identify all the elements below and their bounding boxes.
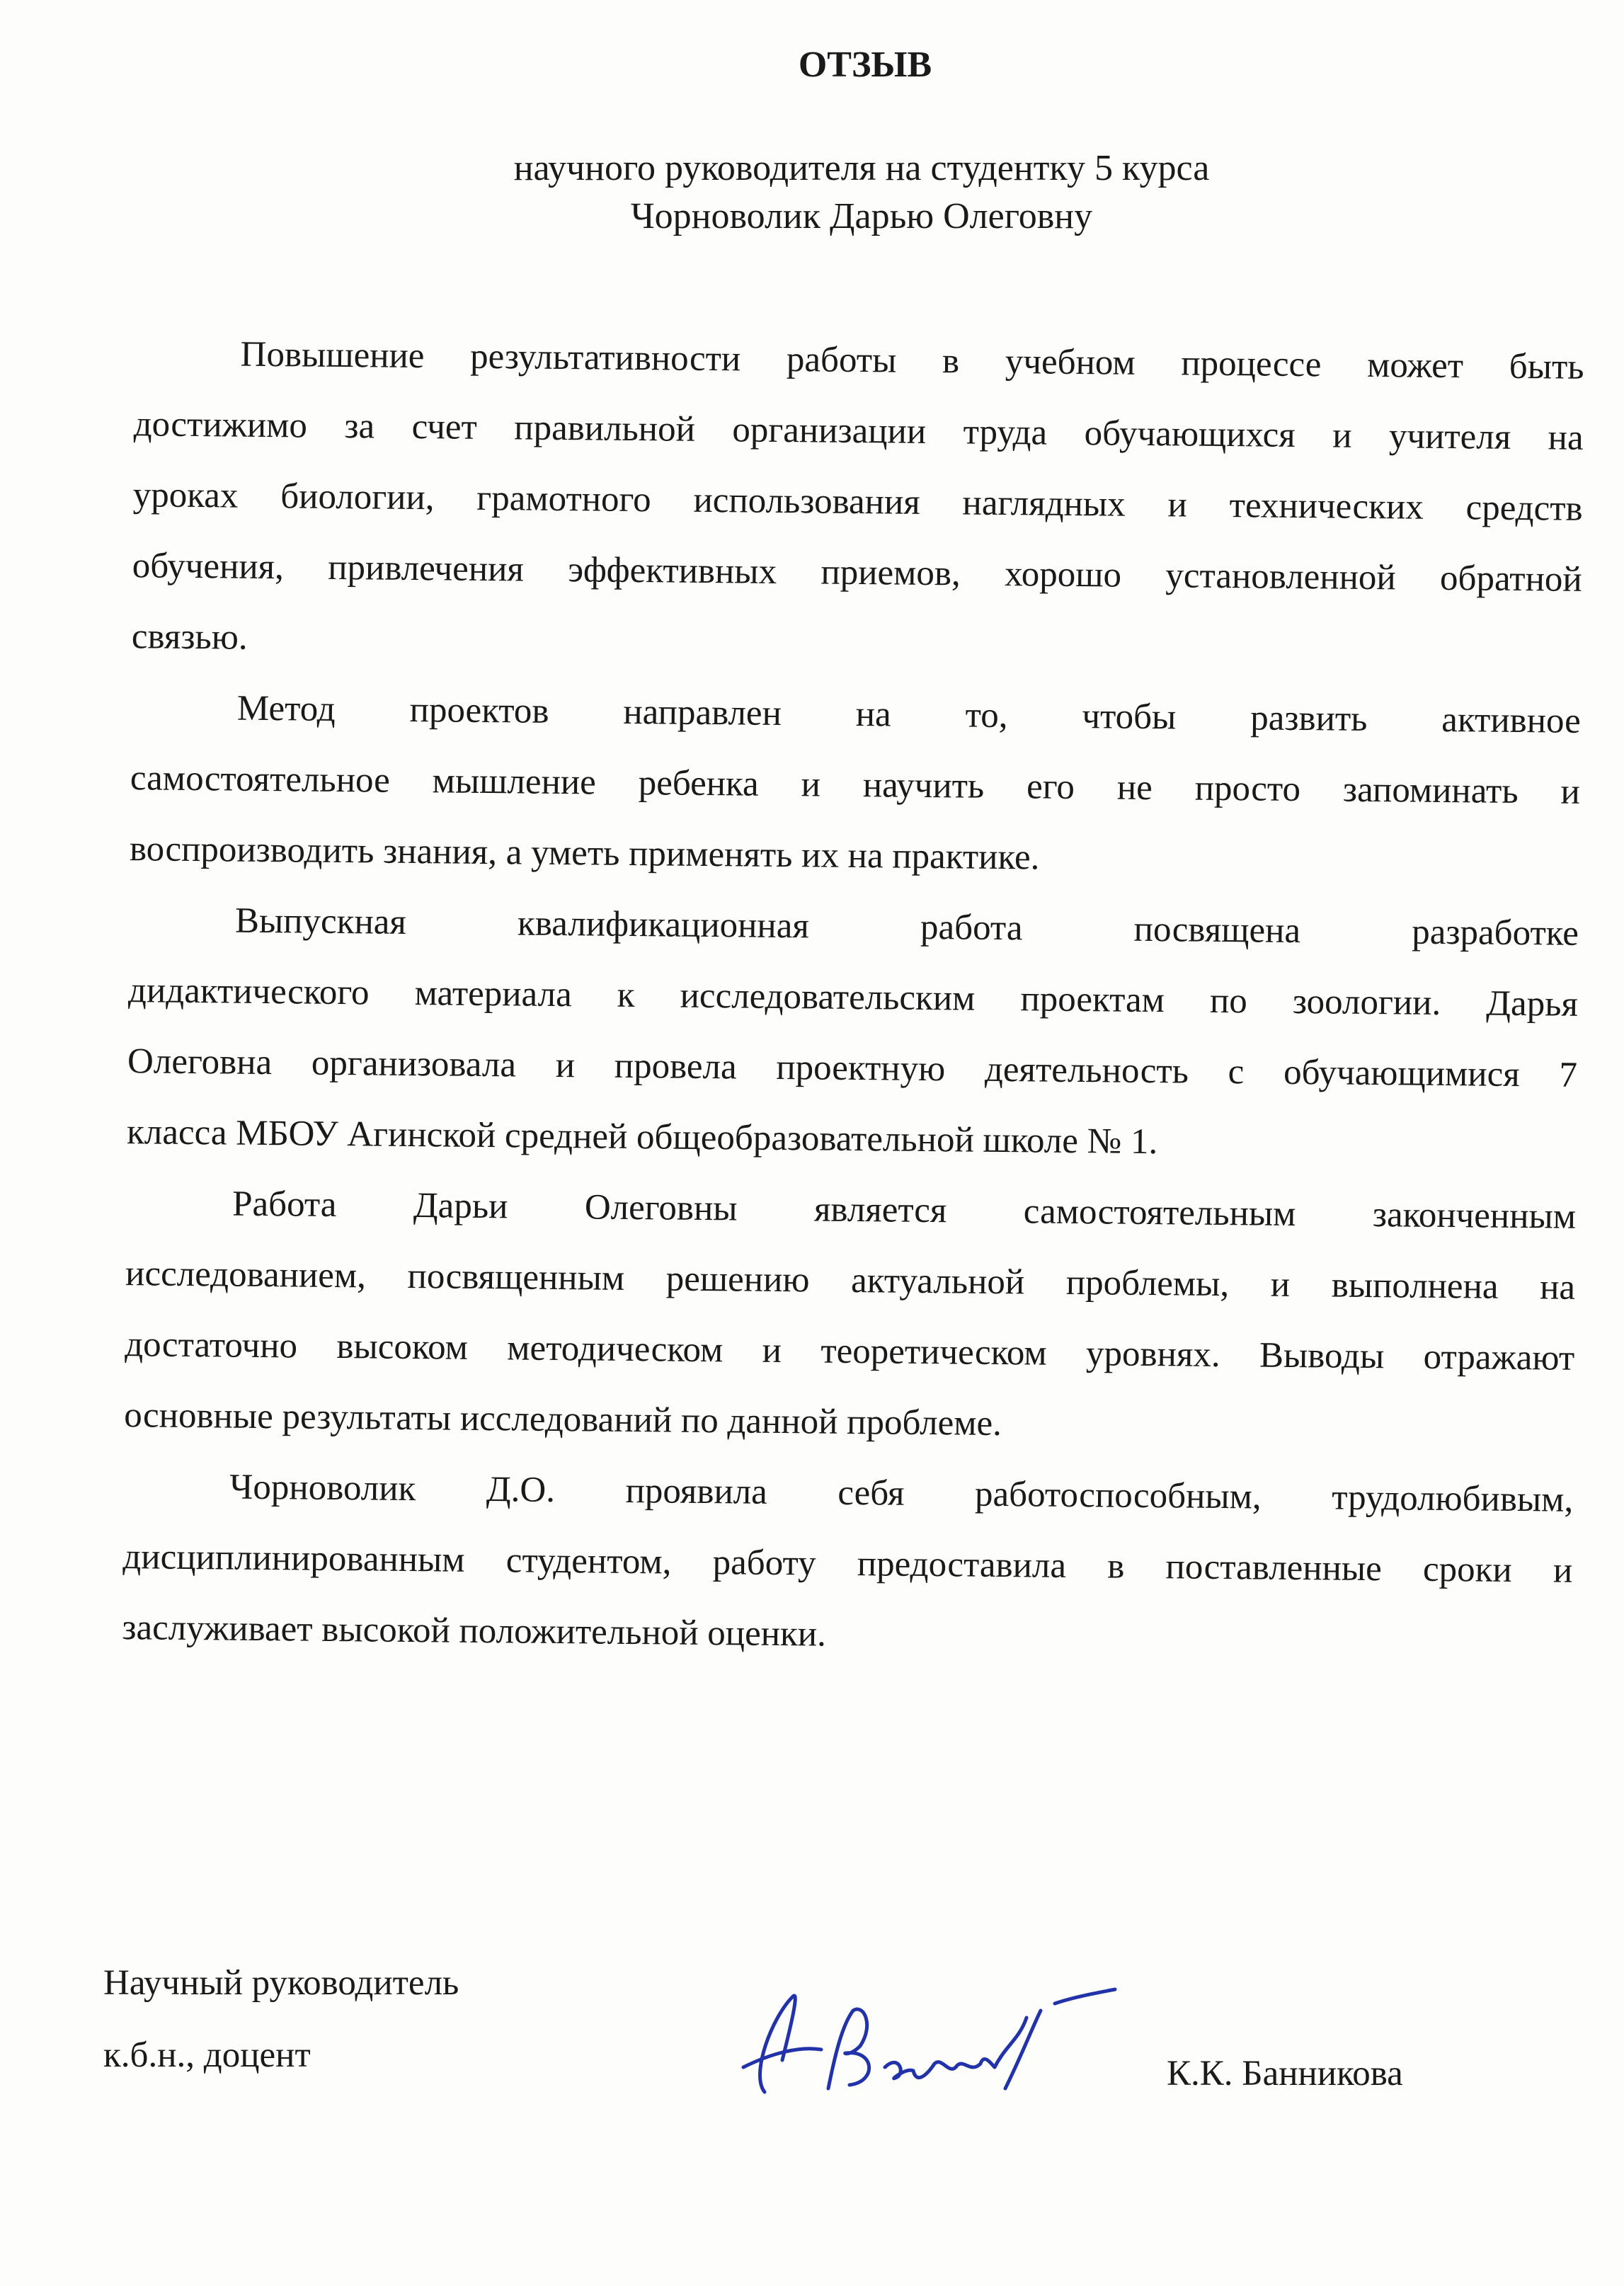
paragraph-3-line: Олеговна организовала и провела проектную деятельность с обучающимися 7	[127, 1041, 1578, 1095]
subtitle-line-1: научного руководителя на студентку 5 курса	[513, 148, 1210, 188]
signer-degree: к.б.н., доцент	[103, 2035, 311, 2075]
paragraph-3-line: класса МБОУ Агинской средней общеобразовательной школе № 1.	[126, 1112, 1158, 1162]
paragraph-1-line: достижимо за счет правильной организации труда обучающихся и учителя на	[133, 404, 1584, 458]
paragraph-2-line: воспроизводить знания, а уметь применять их на практике.	[129, 829, 1040, 878]
paragraph-4-line: достаточно высоком методическом и теоретическом уровнях. Выводы отражают	[124, 1325, 1575, 1378]
document-body	[122, 318, 1584, 1677]
signer-name: К.К. Банникова	[1167, 2054, 1403, 2093]
handwritten-signature	[722, 1968, 1119, 2103]
signer-role: Научный руководитель	[103, 1963, 459, 2003]
paragraph-4-line: Работа Дарьи Олеговны является самостоятельным законченным	[231, 1184, 1577, 1237]
document-title: ОТЗЫВ	[798, 45, 932, 85]
paragraph-1-line: уроках биологии, грамотного использования наглядных и технических средств	[132, 475, 1583, 529]
paragraph-3-line: Выпускная квалификационная работа посвящена разработке	[234, 901, 1579, 954]
paragraph-5-line: дисциплинированным студентом, работу предоставила в поставленные сроки и	[122, 1537, 1573, 1591]
paragraph-5-line: Чорноволик Д.О. проявила себя работоспособным, трудолюбивым,	[229, 1467, 1574, 1520]
paragraph-1-line: связью.	[131, 617, 248, 658]
paragraph-5-line: заслуживает высокой положительной оценки.	[122, 1608, 827, 1655]
paragraph-2-line: самостоятельное мышление ребенка и научить его не просто запоминать и	[130, 758, 1581, 812]
paragraph-4-line: основные результаты исследований по данной проблеме.	[124, 1395, 1002, 1444]
paragraph-4-line: исследованием, посвященным решению актуальной проблемы, и выполнена на	[125, 1254, 1576, 1308]
paragraph-2-line: Метод проектов направлен на то, чтобы развить активное	[236, 688, 1582, 741]
paragraph-1-line: Повышение результативности работы в учебном процессе может быть	[240, 334, 1584, 387]
paragraph-3-line: дидактического материала к исследовательским проектам по зоологии. Дарья	[127, 971, 1579, 1024]
subtitle-line-2: Чорноволик Дарью Олеговну	[630, 196, 1093, 236]
paragraph-1-line: обучения, привлечения эффективных приемов, хорошо установленной обратной	[132, 546, 1582, 600]
